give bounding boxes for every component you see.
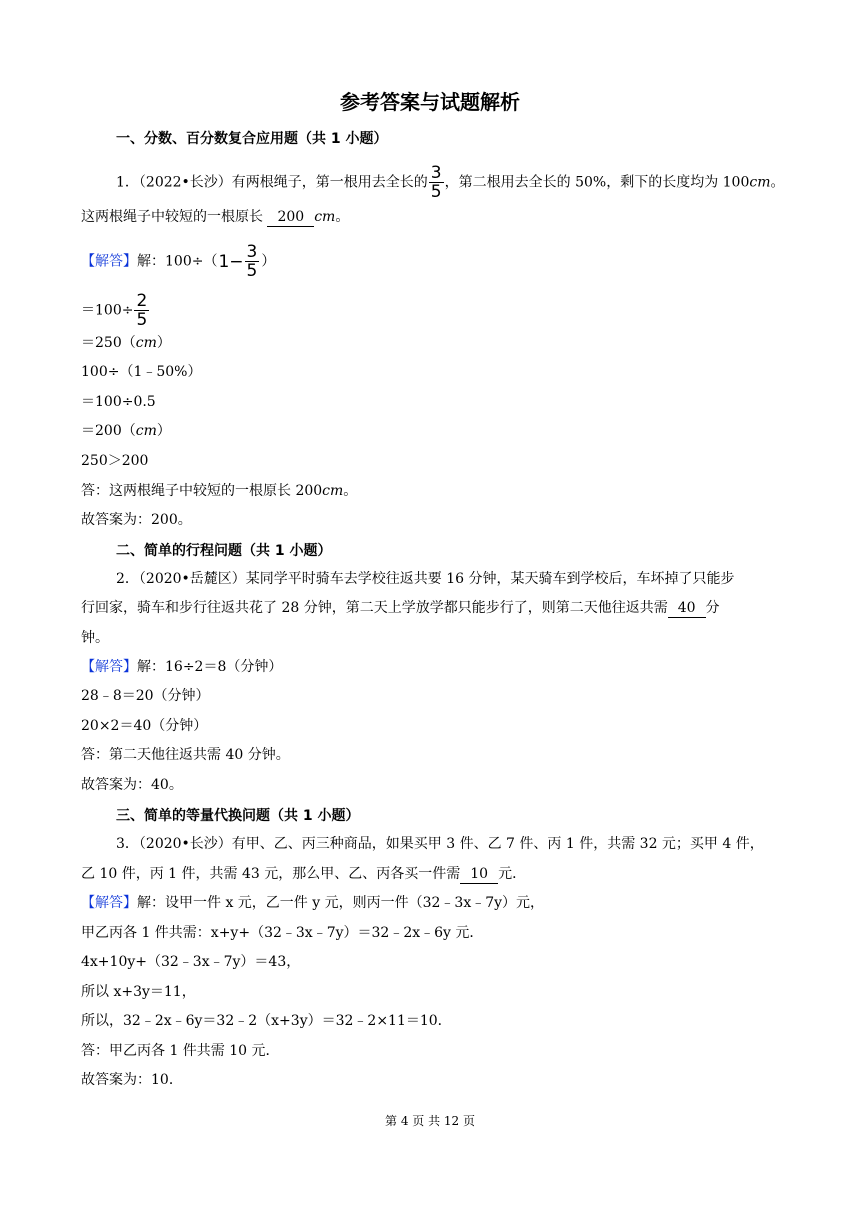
- solution-2-final: 故答案为：40。: [81, 777, 183, 793]
- solution-1-line-3: ＝250（cm）: [81, 335, 171, 351]
- solution-3-line-1: 【解答】解：设甲一件 x 元，乙一件 y 元，则丙一件（32﹣3x﹣7y）元，: [81, 895, 545, 911]
- solution-1-line-6: ＝200（cm）: [81, 423, 171, 439]
- question-2-line-2: 行回家，骑车和步行往返共花了 28 分钟，第二天上学放学都只能步行了，则第二天他往返共需 40 分: [81, 600, 720, 616]
- solution-2-answer: 答：第二天他往返共需 40 分钟。: [81, 747, 290, 763]
- solution-2-line-1: 【解答】解：16÷2＝8（分钟）: [81, 659, 283, 675]
- solution-1-line-4: 100÷（1﹣50%）: [81, 364, 202, 380]
- solution-1-answer: 答：这两根绳子中较短的一根原长 200cm。: [81, 483, 358, 499]
- solution-1-line-5: ＝100÷0.5: [81, 394, 156, 410]
- solution-3-line-4: 所以 x+3y＝11，: [81, 984, 196, 1000]
- answer-blank: 10: [460, 866, 498, 884]
- solution-3-answer: 答：甲乙丙各 1 件共需 10 元．: [81, 1043, 280, 1059]
- section-heading-1: 一、分数、百分数复合应用题（共 1 小题）: [116, 131, 388, 147]
- question-2-line-3: 钟。: [81, 630, 109, 646]
- solution-1-line-1: 【解答】解：100÷（ 1− $\frac{3}{5}$ ）: [81, 242, 276, 281]
- solution-3-line-3: 4x+10y+（32﹣3x﹣7y）＝43，: [81, 954, 301, 970]
- solution-3-line-2: 甲乙丙各 1 件共需：x+y+（32﹣3x﹣7y）＝32﹣2x﹣6y 元．: [81, 925, 484, 941]
- section-heading-3: 三、简单的等量代换问题（共 1 小题）: [116, 808, 360, 824]
- question-1-line-2: 这两根绳子中较短的一根原长 200 cm。: [81, 209, 350, 225]
- solution-1-line-2: ＝100÷ $\frac{2}{5}$: [81, 291, 148, 330]
- answer-blank: 40: [668, 600, 706, 618]
- question-3-line-2: 乙 10 件，丙 1 件，共需 43 元，那么甲、乙、丙各买一件需 10 元．: [81, 866, 527, 882]
- fraction: $\frac{3}{5}$: [430, 163, 442, 202]
- solution-tag: 【解答】: [81, 659, 137, 675]
- question-3-line-1: 3．（2020•长沙）有甲、乙、丙三种商品，如果买甲 3 件、乙 7 件、丙 1 件，共需 32 元；买甲 4 件，: [116, 836, 764, 852]
- solution-tag: 【解答】: [81, 253, 137, 270]
- solution-3-final: 故答案为：10．: [81, 1072, 183, 1088]
- page-footer: 第 4 页 共 12 页: [385, 1114, 475, 1128]
- section-heading-2: 二、简单的行程问题（共 1 小题）: [116, 543, 332, 559]
- page-title: 参考答案与试题解析: [340, 90, 520, 114]
- solution-2-line-2: 28﹣8＝20（分钟）: [81, 688, 210, 704]
- solution-3-line-5: 所以，32﹣2x﹣6y＝32﹣2（x+3y）＝32﹣2×11＝10．: [81, 1013, 452, 1029]
- solution-tag: 【解答】: [81, 895, 137, 911]
- question-2-line-1: 2．（2020•岳麓区）某同学平时骑车去学校往返共要 16 分钟，某天骑车到学校后，车坏掉了只能步: [116, 571, 735, 587]
- solution-1-line-7: 250＞200: [81, 453, 149, 469]
- solution-2-line-3: 20×2＝40（分钟）: [81, 718, 208, 734]
- answer-blank: 200: [267, 209, 314, 227]
- solution-1-final: 故答案为：200。: [81, 512, 192, 528]
- question-1-line-1: 1．（2022•长沙）有两根绳子，第一根用去全长的 $\frac{3}{5}$ ，第二根用去全长的 50%，剩下的长度均为 100cm。: [116, 163, 785, 202]
